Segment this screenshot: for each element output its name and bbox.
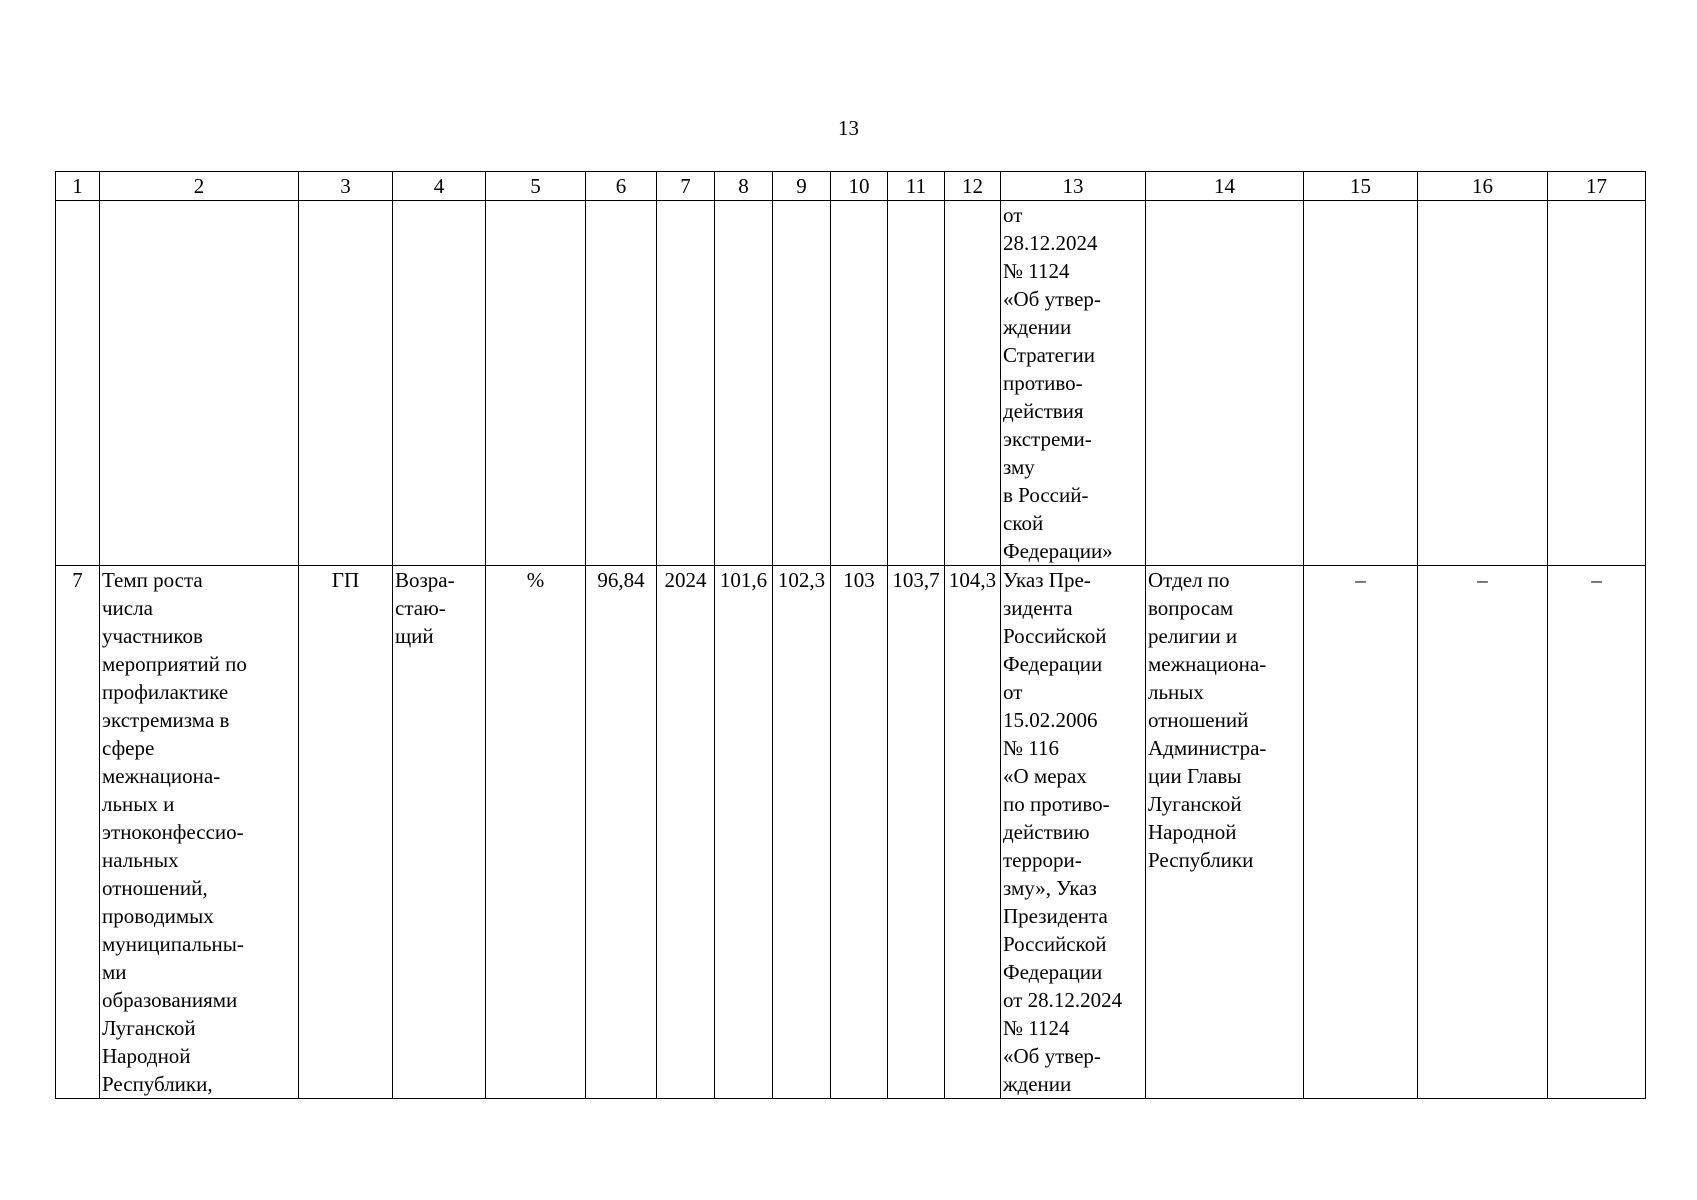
column-header-15: 15 — [1304, 172, 1418, 201]
column-header-7: 7 — [657, 172, 715, 201]
table-row-continuation — [56, 201, 1646, 566]
column-header-2: 2 — [100, 172, 299, 201]
column-header-4: 4 — [393, 172, 486, 201]
cell-empty — [657, 201, 715, 566]
cell-empty — [1304, 201, 1418, 566]
cell-row-number: 7 — [56, 566, 100, 1099]
cell-trend — [393, 566, 486, 1099]
responsible-text: Отдел по вопросам религии и межнациона- льных отношений Администра- ции Главы Луганской Народной Республики — [1148, 568, 1267, 872]
cell-value-col12: 104,3 — [945, 566, 1001, 1099]
cell-empty — [945, 201, 1001, 566]
legal-basis-text: от 28.12.2024 № 1124 «Об утвер- ждении Стратегии противо- действия экстреми- зму в Россий- ской Федерации» — [1003, 203, 1113, 563]
cell-empty — [888, 201, 945, 566]
trend-text: Возра- стаю- щий — [395, 568, 455, 648]
indicator-name-text: Темп роста числа участников мероприятий по профилактике экстремизма в сфере межнациона- льных и этноконфессио- нальных отношений, проводимых муниципальны- ми образованиями Луганской Народной Республики, — [102, 568, 247, 1096]
page-number: 13 — [838, 116, 859, 140]
column-header-9: 9 — [773, 172, 831, 201]
cell-empty — [1418, 201, 1548, 566]
column-header-12: 12 — [945, 172, 1001, 201]
cell-empty — [100, 201, 299, 566]
cell-empty — [715, 201, 773, 566]
cell-col15: – — [1304, 566, 1418, 1099]
cell-value-col9: 102,3 — [773, 566, 831, 1099]
cell-value-col8: 101,6 — [715, 566, 773, 1099]
cell-level: ГП — [299, 566, 393, 1099]
cell-unit: % — [486, 566, 586, 1099]
column-header-3: 3 — [299, 172, 393, 201]
column-header-13: 13 — [1001, 172, 1146, 201]
indicator-table — [55, 171, 1646, 1099]
column-header-5: 5 — [486, 172, 586, 201]
cell-legal-basis — [1001, 566, 1146, 1099]
cell-empty — [773, 201, 831, 566]
cell-base-year: 2024 — [657, 566, 715, 1099]
cell-base-value: 96,84 — [586, 566, 657, 1099]
cell-empty — [56, 201, 100, 566]
table-row-7 — [56, 566, 1646, 1099]
cell-indicator-name — [100, 566, 299, 1099]
cell-legal-basis-continuation — [1001, 201, 1146, 566]
column-header-1: 1 — [56, 172, 100, 201]
column-header-6: 6 — [586, 172, 657, 201]
column-header-8: 8 — [715, 172, 773, 201]
cell-value-col10: 103 — [831, 566, 888, 1099]
cell-value-col11: 103,7 — [888, 566, 945, 1099]
cell-col16: – — [1418, 566, 1548, 1099]
column-header-16: 16 — [1418, 172, 1548, 201]
cell-empty — [1146, 201, 1304, 566]
cell-empty — [486, 201, 586, 566]
column-header-17: 17 — [1548, 172, 1646, 201]
cell-empty — [393, 201, 486, 566]
cell-empty — [1548, 201, 1646, 566]
cell-empty — [831, 201, 888, 566]
cell-empty — [299, 201, 393, 566]
header-row — [56, 172, 1646, 201]
legal-basis-text: Указ Пре- зидента Российской Федерации от 15.02.2006 № 116 «О мерах по противо- действию террори- зму», Указ Президента Российской Федерации от 28.12.2024 № 1124 «Об утвер- ждении — [1003, 568, 1123, 1096]
column-header-14: 14 — [1146, 172, 1304, 201]
cell-empty — [586, 201, 657, 566]
cell-responsible — [1146, 566, 1304, 1099]
column-header-11: 11 — [888, 172, 945, 201]
column-header-10: 10 — [831, 172, 888, 201]
cell-col17: – — [1548, 566, 1646, 1099]
